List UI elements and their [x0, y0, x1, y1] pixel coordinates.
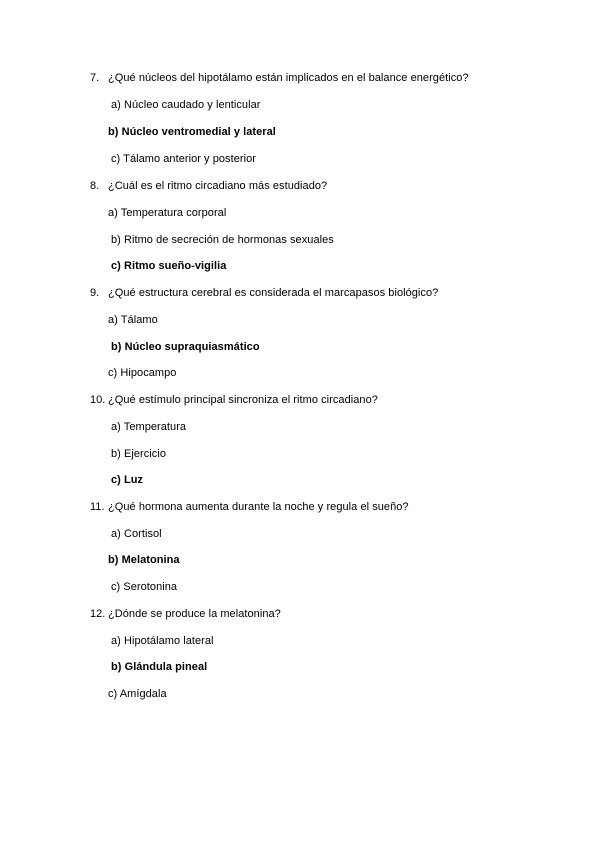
question-number: 8. [90, 180, 100, 192]
option-c-correct: c) Ritmo sueño-vigilia [111, 260, 227, 272]
question-text: ¿Cuál es el ritmo circadiano más estudiado? [108, 180, 328, 192]
option-c-correct: c) Luz [111, 474, 144, 486]
option-a: a) Cortisol [111, 528, 162, 540]
option-a: a) Tálamo [108, 314, 158, 326]
option-b-correct: b) Glándula pineal [111, 661, 208, 673]
option-c: c) Tálamo anterior y posterior [111, 153, 256, 165]
question-text: ¿Qué estímulo principal sincroniza el ritmo circadiano? [108, 394, 378, 406]
option-b: b) Ejercicio [111, 448, 167, 460]
question-number: 11. [90, 501, 105, 513]
option-a: a) Temperatura corporal [108, 207, 227, 219]
option-c: c) Amígdala [108, 688, 167, 700]
option-a: a) Temperatura [111, 421, 187, 433]
question-number: 12. [90, 608, 106, 620]
option-c: c) Hipocampo [108, 367, 177, 379]
question-number: 9. [90, 287, 100, 299]
option-b-correct: b) Núcleo supraquiasmático [111, 341, 260, 353]
question-number: 10. [90, 394, 106, 406]
option-b: b) Ritmo de secreción de hormonas sexuales [111, 234, 334, 246]
option-c: c) Serotonina [111, 581, 178, 593]
option-b-correct: b) Núcleo ventromedial y lateral [108, 126, 276, 138]
option-a: a) Hipotálamo lateral [111, 635, 214, 647]
question-number: 7. [90, 72, 100, 84]
question-text: ¿Qué hormona aumenta durante la noche y regula el sueño? [108, 501, 409, 513]
question-text: ¿Qué estructura cerebral es considerada el marcapasos biológico? [108, 287, 439, 299]
question-text: ¿Qué núcleos del hipotálamo están implicados en el balance energético? [108, 72, 469, 84]
option-a: a) Núcleo caudado y lenticular [111, 99, 261, 111]
question-text: ¿Dónde se produce la melatonina? [108, 608, 281, 620]
option-b-correct: b) Melatonina [108, 554, 180, 566]
